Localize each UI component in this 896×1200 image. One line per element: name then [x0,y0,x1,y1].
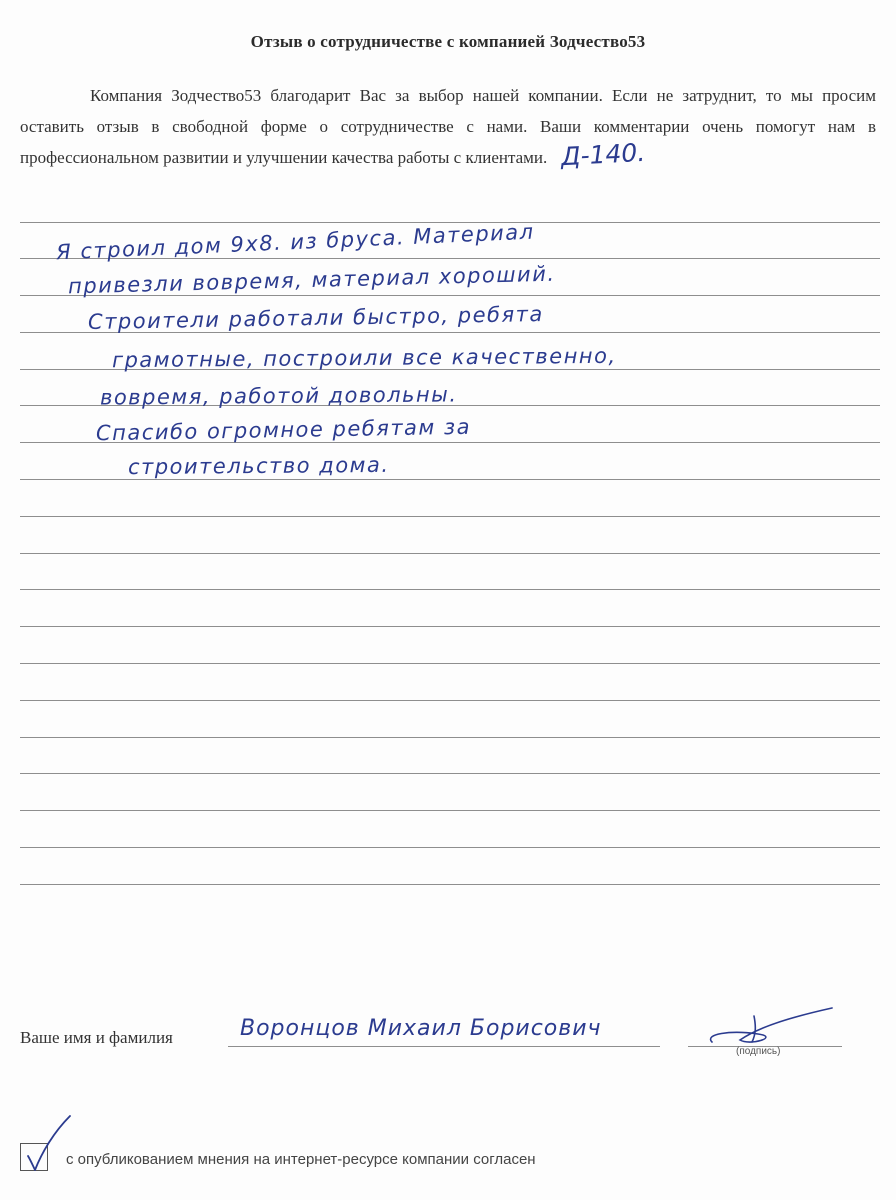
consent-label: с опубликованием мнения на интернет-ресурсе компании согласен [66,1151,536,1168]
signature-caption: (подпись) [736,1046,781,1057]
name-underline [228,1046,660,1047]
rule-line [20,884,880,885]
signature-mark [700,1004,840,1048]
rule-line [20,847,880,848]
review-line-5: вовремя, работой довольны. [99,382,458,410]
review-line-6: Спасибо огромное ребятам за [95,414,472,446]
rule-line [20,773,880,774]
review-line-1: Я строил дом 9х8. из бруса. Материал [55,219,536,265]
rule-line [20,516,880,517]
review-line-3: Строители работали быстро, ребята [87,302,544,334]
rule-line [20,479,880,480]
handwritten-reference-note: Д-140. [560,137,647,172]
name-label: Ваше имя и фамилия [20,1028,173,1047]
review-line-7: строительство дома. [127,452,390,480]
rule-line [20,553,880,554]
name-field-value[interactable]: Воронцов Михаил Борисович [240,1016,602,1041]
rule-line [20,663,880,664]
rule-line [20,626,880,627]
rule-line [20,737,880,738]
rule-line [20,810,880,811]
intro-text: Компания Зодчество53 благодарит Вас за выбор нашей компании. Если не затруднит, то мы просим оставить отзыв в свободной форме о сотрудничестве с нами. Ваши комментарии очень помогут нам в профессиональном развитии и улучшении качества работы с клиентами. [20,86,876,167]
rule-line [20,700,880,701]
rule-line [20,589,880,590]
review-line-2: привезли вовремя, материал хороший. [67,261,556,299]
review-line-4: грамотные, построили все качественно, [111,343,617,373]
form-title: Отзыв о сотрудничестве с компанией Зодчество53 [250,32,646,51]
